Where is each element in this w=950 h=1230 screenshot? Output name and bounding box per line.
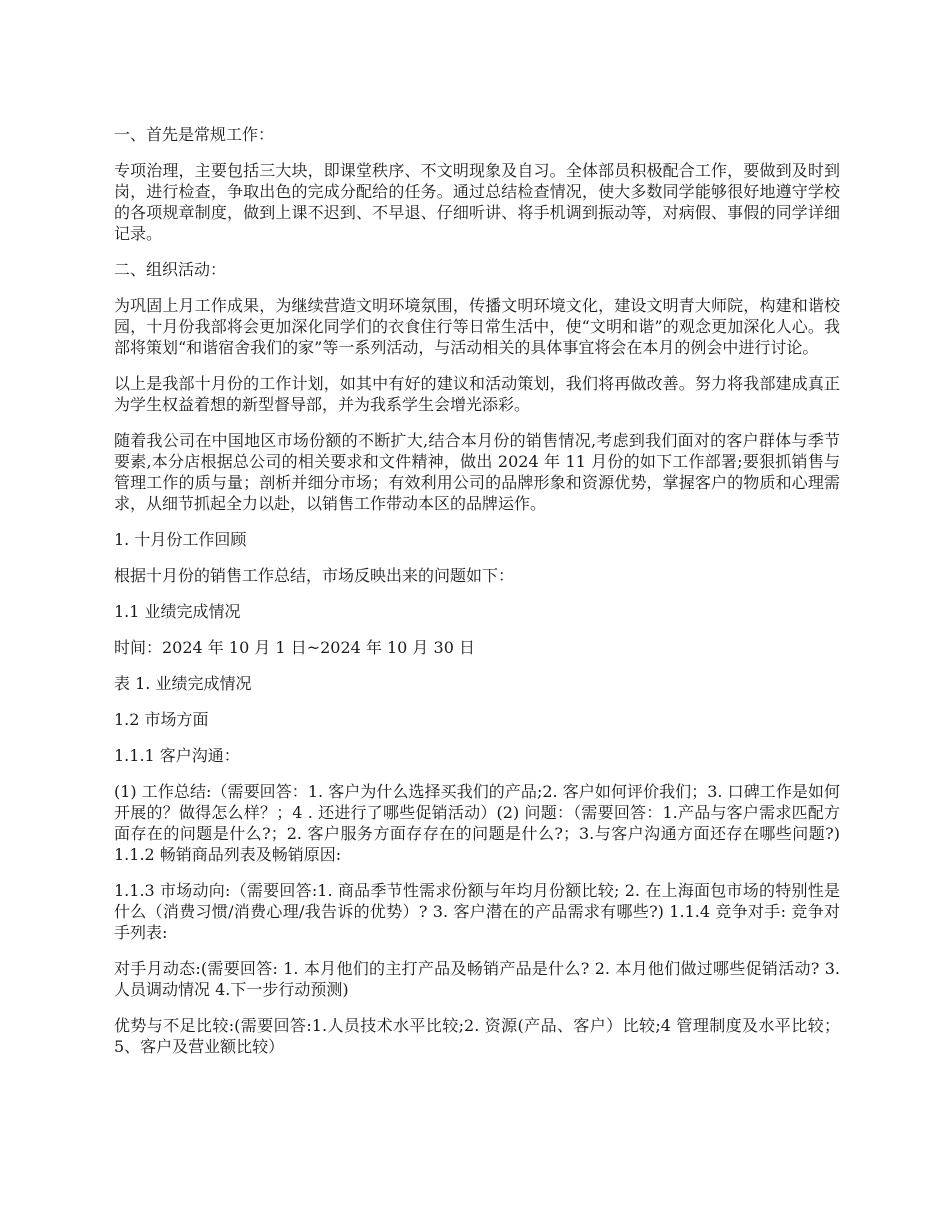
paragraph-activities: 为巩固上月工作成果，为继续营造文明环境氛围，传播文明环境文化，建设文明青大师院，构建和谐校园，十月份我部将会更加深化同学们的衣食住行等日常生活中，使“文明和谐”的观念更加深化人心。我部将策划“和谐宿舍我们的家”等一系列活动，与活动相关的具体事宜将会在本月的例会中进行讨论。 — [114, 296, 840, 357]
section-heading-routine-work: 一、首先是常规工作： — [114, 125, 275, 144]
document-body — [114, 124, 840, 1072]
paragraph-strength-weakness: 优势与不足比较:(需要回答:1.人员技术水平比较;2. 资源(产品、客户）比较;4 管理制度及水平比较；5、客户及营业额比较） — [114, 1016, 840, 1056]
heading-october-review: 1. 十月份工作回顾 — [114, 530, 247, 549]
paragraph-sales-intro: 随着我公司在中国地区市场份额的不断扩大,结合本月份的销售情况,考虑到我们面对的客户群体与季节要素,本分店根据总公司的相关要求和文件精神，做出 2024 年 11 月份的如下工作部署;要狠抓销售与管理工作的质与量；剖析并细分市场；有效利用公司的品牌形象和资源优势，掌握客户的物质和心理需求，从细节抓起全力以赴，以销售工作带动本区的品牌运作。 — [114, 431, 840, 513]
heading-customer-communication: 1.1.1 客户沟通： — [114, 746, 240, 765]
section-heading-activities: 二、组织活动： — [114, 260, 227, 279]
table-caption: 表 1. 业绩完成情况 — [114, 674, 252, 693]
paragraph-problems-intro: 根据十月份的销售工作总结，市场反映出来的问题如下： — [114, 566, 515, 585]
paragraph-work-summary: (1) 工作总结:（需要回答：1. 客户为什么选择买我们的产品;2. 客户如何评价我们；3. 口碑工作是如何开展的？做得怎么样？；4 . 还进行了哪些促销活动）(2) 问题：（需要回答：1.产品与客户需求匹配方面存在的问题是什么?；2. 客户服务方面存存在的问题是什么?；3.与客户沟通方面还存在哪些问题?) 1.1.2 畅销商品列表及畅销原因: — [114, 782, 840, 864]
paragraph-special-governance: 专项治理，主要包括三大块，即课堂秩序、不文明现象及自习。全体部员积极配合工作，要做到及时到岗，进行检查，争取出色的完成分配给的任务。通过总结检查情况，使大多数同学能够很好地遵守学校的各项规章制度，做到上课不迟到、不早退、仔细听讲、将手机调到振动等，对病假、事假的同学详细记录。 — [114, 161, 840, 243]
paragraph-plan-summary: 以上是我部十月份的工作计划，如其中有好的建议和活动策划，我们将再做改善。努力将我部建成真正为学生权益着想的新型督导部，并为我系学生会增光添彩。 — [114, 374, 840, 414]
heading-performance: 1.1 业绩完成情况 — [114, 602, 241, 621]
paragraph-competitor-dynamics: 对手月动态:(需要回答: 1. 本月他们的主打产品及畅销产品是什么? 2. 本月他们做过哪些促销活动? 3. 人员调动情况 4.下一步行动预测) — [114, 959, 840, 999]
heading-market: 1.2 市场方面 — [114, 710, 209, 729]
paragraph-market-trends: 1.1.3 市场动向:（需要回答:1. 商品季节性需求份额与年均月份额比较; 2. 在上海面包市场的特别性是什么（消费习惯/消费心理/我告诉的优势）? 3. 客户潜在的产品需求有哪些?) 1.1.4 竞争对手: 竞争对手列表: — [114, 881, 840, 942]
paragraph-time-range: 时间：2024 年 10 月 1 日~2024 年 10 月 30 日 — [114, 638, 475, 657]
